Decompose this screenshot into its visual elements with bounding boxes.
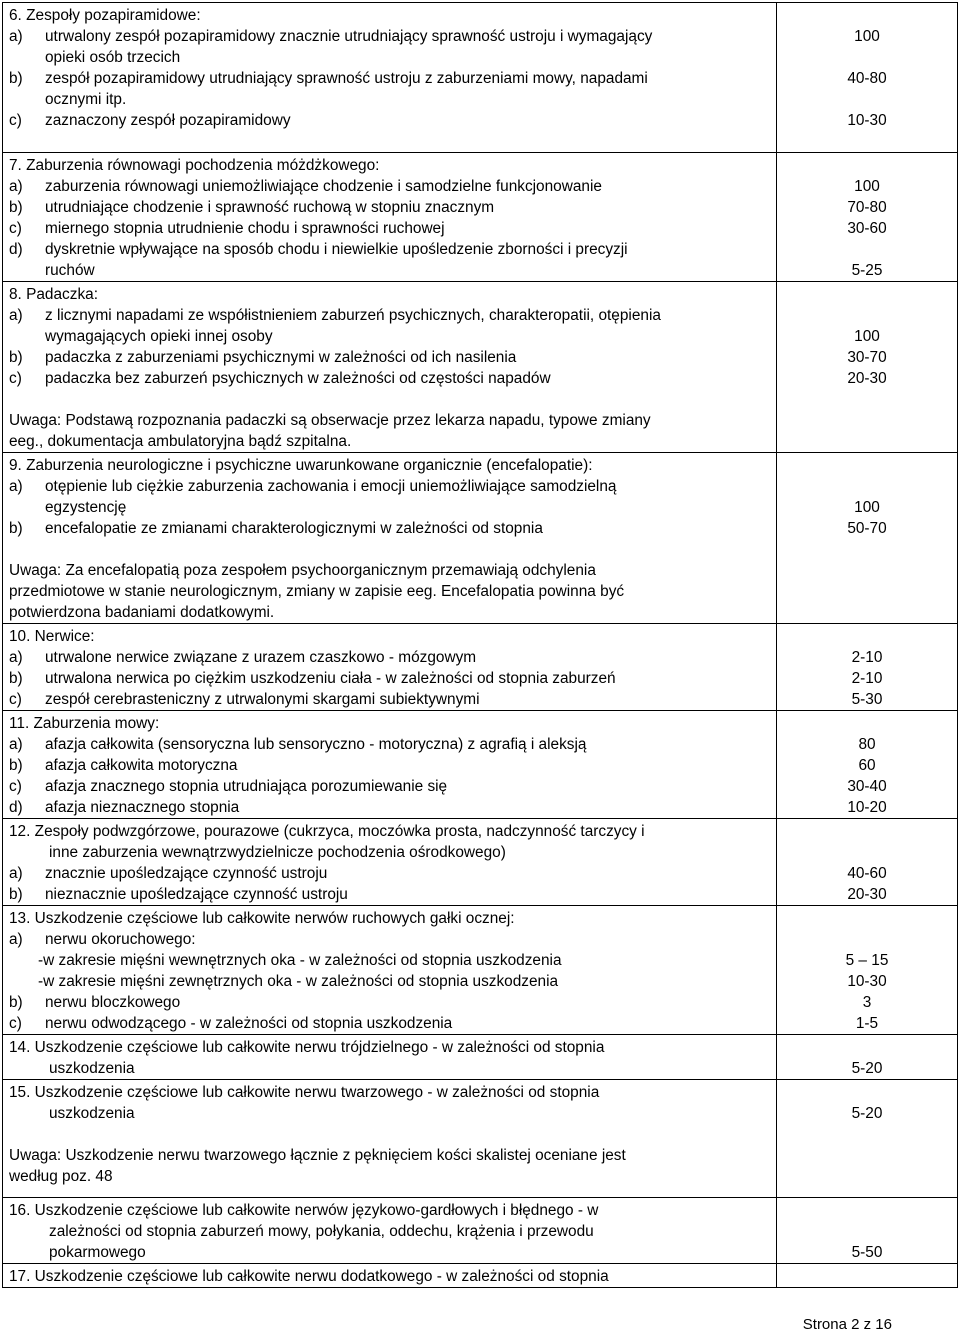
section-9 [3,453,958,624]
section-9-note: Uwaga: Za encefalopatią poza zespołem psychoorganicznym przemawiają odchylenia [9,562,596,579]
section-16-heading: 16. Uszkodzenie częściowe lub całkowite nerwów językowo-gardłowych i błędnego - w [9,1202,599,1219]
section-11-heading: 11. Zaburzenia mowy: [9,715,160,732]
section-9-text: 9. Zaburzenia neurologiczne i psychiczne uwarunkowane organicznie (encefalopatie): a) otępienie lub ciężkie zaburzenia zachowania i emocji uniemożliwiające samodzielną egzystencję b) encefalopatie ze zmianami charakterologicznymi w zależności od stopnia Uwaga: Za encefalopatią poza zespołem psychoorganicznym przemawiają odchylenia przedmiotowe w stanie neurologicznym, zmiany w zapisie eeg. Encefalopatia powinna być potwierdzona badaniami dodatkowymi. [3,453,777,624]
section-17 [3,1264,958,1288]
section-12 [3,819,958,906]
section-8-note: Uwaga: Podstawą rozpoznania padaczki są obserwacje przez lekarza napadu, typowe zmiany [9,412,651,429]
section-6 [3,3,958,153]
section-8-heading: 8. Padaczka: [9,286,98,303]
section-11 [3,711,958,819]
section-12-text: 12. Zespoły podwzgórzowe, pourazowe (cukrzyca, moczówka prosta, nadczynność tarczycy i inne zaburzenia wewnątrzwydzielnicze pochodzenia ośrodkowego) a) znacznie upośledzające czynność ustroju b) nieznacznie upośledzające czynność ustroju [3,819,777,906]
section-7-values: 100 70-80 30-60 5-25 [777,153,958,282]
section-13-values: 5 – 15 10-30 3 1-5 [777,906,958,1035]
section-8 [3,282,958,453]
section-8-values: 100 30-70 20-30 [777,282,958,453]
section-17-heading: 17. Uszkodzenie częściowe lub całkowite nerwu dodatkowego - w zależności od stopnia [9,1268,609,1285]
section-17-values [777,1264,958,1288]
section-14-text: 14. Uszkodzenie częściowe lub całkowite nerwu trójdzielnego - w zależności od stopnia uszkodzenia [3,1035,777,1080]
section-13-heading: 13. Uszkodzenie częściowe lub całkowite nerwów ruchowych gałki ocznej: [9,910,515,927]
section-14-heading: 14. Uszkodzenie częściowe lub całkowite nerwu trójdzielnego - w zależności od stopnia [9,1039,605,1056]
section-12-values: 40-60 20-30 [777,819,958,906]
section-12-heading: 12. Zespoły podwzgórzowe, pourazowe (cukrzyca, moczówka prosta, nadczynność tarczycy i [9,823,645,840]
disability-table [2,2,958,1288]
section-13 [3,906,958,1035]
section-10-heading: 10. Nerwice: [9,628,95,645]
section-17-text [3,1264,777,1288]
section-10-values: 2-10 2-10 5-30 [777,624,958,711]
section-16-values: 5-50 [777,1198,958,1264]
section-7-text: 7. Zaburzenia równowagi pochodzenia móżdżkowego: a) zaburzenia równowagi uniemożliwiające chodzenie i samodzielne funkcjonowanie b) utrudniające chodzenie i sprawność ruchową w stopniu znacznym c) miernego stopnia utrudnienie chodu i sprawności ruchowej d) dyskretnie wpływające na sposób chodu i niewielkie upośledzenie zborności i precyzji ruchów [3,153,777,282]
section-13-text: 13. Uszkodzenie częściowe lub całkowite nerwów ruchowych gałki ocznej: a) nerwu okoruchowego: -w zakresie mięśni wewnętrznych oka - w zależności od stopnia uszkodzenia -w zakresie mięśni zewnętrznych oka - w zależności od stopnia uszkodzenia b) nerwu bloczkowego c) nerwu odwodzącego - w zależności od stopnia uszkodzenia [3,906,777,1035]
section-11-text: 11. Zaburzenia mowy: a) afazja całkowita (sensoryczna lub sensoryczno - motoryczna) z agrafią i aleksją b) afazja całkowita motoryczna c) afazja znacznego stopnia utrudniająca porozumiewanie się d) afazja nieznacznego stopnia [3,711,777,819]
section-15-note: Uwaga: Uszkodzenie nerwu twarzowego łącznie z pęknięciem kości skalistej oceniane jest [9,1147,626,1164]
section-6-values: 100 40-80 10-30 [777,3,958,153]
section-14-values: 5-20 [777,1035,958,1080]
section-6-heading: 6. Zespoły pozapiramidowe: [9,7,201,24]
section-15-heading: 15. Uszkodzenie częściowe lub całkowite nerwu twarzowego - w zależności od stopnia [9,1084,600,1101]
page-number: Strona 2 z 16 [802,1316,892,1333]
section-10 [3,624,958,711]
section-16-text: 16. Uszkodzenie częściowe lub całkowite nerwów językowo-gardłowych i błędnego - w zależności od stopnia zaburzeń mowy, połykania, oddechu, krążenia i przewodu pokarmowego [3,1198,777,1264]
section-7 [3,153,958,282]
section-9-values: 100 50-70 [777,453,958,624]
section-6-text: 6. Zespoły pozapiramidowe: a) utrwalony zespół pozapiramidowy znacznie utrudniający sprawność ustroju i wymagający opieki osób trzecich b) zespół pozapiramidowy utrudniający sprawność ustroju z zaburzeniami mowy, napadami ocznymi itp. c) zaznaczony zespół pozapiramidowy [3,3,777,153]
section-8-text: 8. Padaczka: a) z licznymi napadami ze współistnieniem zaburzeń psychicznych, charakteropatii, otępienia wymagających opieki innej osoby b) padaczka z zaburzeniami psychicznymi w zależności od ich nasilenia c) padaczka bez zaburzeń psychicznych w zależności od częstości napadów Uwaga: Podstawą rozpoznania padaczki są obserwacje przez lekarza napadu, typowe zmiany eeg., dokumentacja ambulatoryjna bądź szpitalna. [3,282,777,453]
section-14 [3,1035,958,1080]
section-15 [3,1080,958,1198]
section-15-text: 15. Uszkodzenie częściowe lub całkowite nerwu twarzowego - w zależności od stopnia uszkodzenia Uwaga: Uszkodzenie nerwu twarzowego łącznie z pęknięciem kości skalistej oceniane jest według poz. 48 [3,1080,777,1198]
section-15-values: 5-20 [777,1080,958,1198]
section-9-heading: 9. Zaburzenia neurologiczne i psychiczne uwarunkowane organicznie (encefalopatie): [9,457,593,474]
section-11-values: 80 60 30-40 10-20 [777,711,958,819]
section-16 [3,1198,958,1264]
section-10-text: 10. Nerwice: a) utrwalone nerwice związane z urazem czaszkowo - mózgowym b) utrwalona nerwica po ciężkim uszkodzeniu ciała - w zależności od stopnia zaburzeń c) zespół cerebrasteniczny z utrwalonymi skargami subiektywnymi [3,624,777,711]
section-7-heading: 7. Zaburzenia równowagi pochodzenia móżdżkowego: [9,157,380,174]
